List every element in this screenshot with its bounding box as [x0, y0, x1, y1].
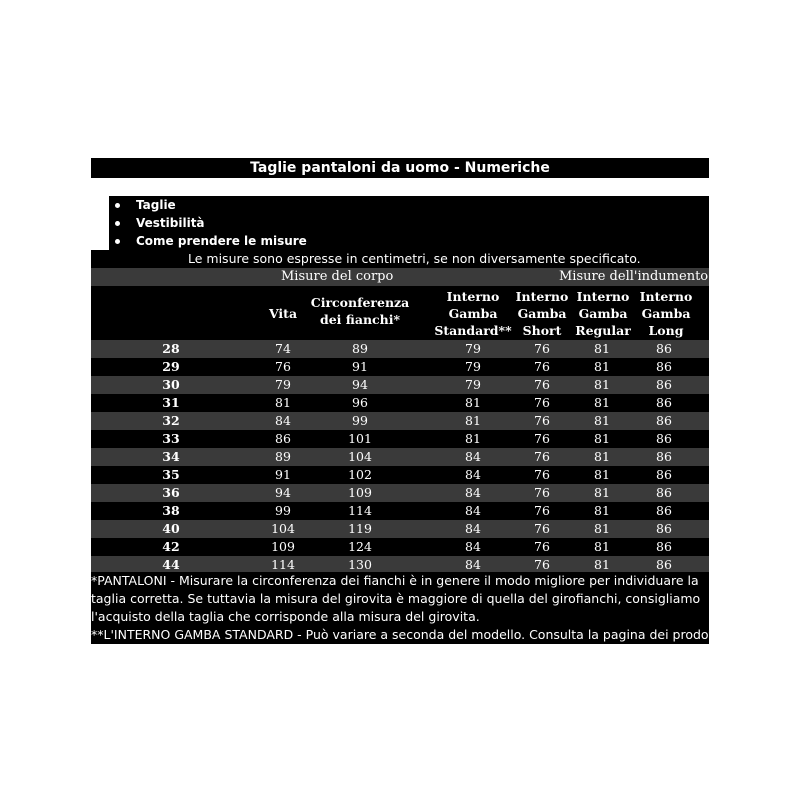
cell-interno-regular: 81	[594, 341, 610, 356]
cell-interno-standard: 81	[465, 395, 481, 410]
cell-fianchi: 101	[348, 431, 372, 446]
header-label-line: Gamba	[578, 305, 628, 321]
cell-interno-short: 76	[534, 377, 550, 392]
cell-interno-standard: 84	[465, 467, 481, 482]
header-label-line: Gamba	[641, 305, 691, 321]
cell-interno-short: 76	[534, 341, 550, 356]
cell-interno-regular: 81	[594, 539, 610, 554]
cell-interno-long: 86	[656, 359, 672, 374]
footnotes	[91, 572, 726, 644]
cell-interno-short: 76	[534, 557, 550, 572]
cell-vita: 104	[271, 521, 295, 536]
cell-fianchi: 96	[352, 395, 368, 410]
cell-fianchi: 89	[352, 341, 368, 356]
link-label[interactable]: Come prendere le misure	[136, 234, 307, 248]
cell-interno-standard: 84	[465, 503, 481, 518]
bullet-icon	[115, 239, 120, 244]
cell-interno-standard: 84	[465, 539, 481, 554]
size-guide-links	[109, 196, 709, 250]
cell-interno-long: 86	[656, 395, 672, 410]
header-label-line: Short	[522, 322, 562, 338]
cell-interno-short: 76	[534, 539, 550, 554]
cell-interno-long: 86	[656, 539, 672, 554]
cell-interno-regular: 81	[594, 377, 610, 392]
cell-fianchi: 114	[348, 503, 372, 518]
cell-interno-short: 76	[534, 395, 550, 410]
cell-taglia: 32	[162, 413, 180, 428]
cell-fianchi: 130	[348, 557, 372, 572]
cell-vita: 84	[275, 413, 291, 428]
cell-interno-standard: 84	[465, 449, 481, 464]
cell-vita: 114	[271, 557, 295, 572]
cell-fianchi: 91	[352, 359, 368, 374]
cell-vita: 99	[275, 503, 291, 518]
table-row	[91, 340, 709, 358]
page-title: Taglie pantaloni da uomo - Numeriche	[91, 158, 709, 178]
footnote-line: **L'INTERNO GAMBA STANDARD - Può variare a seconda del modello. Consulta la pagina dei prodotti.	[91, 627, 726, 642]
footnote-line: l'acquisto della taglia che corrisponde alla misura del girovita.	[91, 609, 480, 624]
footnote-line: taglia corretta. Se tuttavia la misura del girovita è maggiore di quella del girofianchi, consigliamo	[91, 591, 701, 606]
cell-taglia: 29	[162, 359, 180, 374]
cell-fianchi: 102	[348, 467, 372, 482]
table-row	[91, 466, 709, 484]
header-label-line: Circonferenza	[310, 295, 410, 310]
header-label-line: Interno	[446, 288, 500, 304]
link-come-prendere-misure[interactable]	[109, 232, 709, 250]
table-row	[91, 484, 709, 502]
table-row	[91, 412, 709, 430]
cell-interno-standard: 81	[465, 431, 481, 446]
cell-vita: 76	[275, 359, 291, 374]
cell-vita: 91	[275, 467, 291, 482]
cell-taglia: 38	[162, 503, 180, 518]
cell-interno-standard: 79	[465, 377, 481, 392]
column-header-row	[91, 286, 709, 340]
header-label-line: Interno	[639, 288, 693, 304]
table-row	[91, 520, 709, 538]
table-row	[91, 376, 709, 394]
column-group-header	[91, 268, 709, 286]
link-label[interactable]: Vestibilità	[136, 216, 205, 230]
table-row	[91, 502, 709, 520]
cell-interno-regular: 81	[594, 359, 610, 374]
bullet-icon	[115, 221, 120, 226]
cell-taglia: 42	[162, 539, 180, 554]
group-body-measures: Misure del corpo	[281, 269, 394, 284]
table-row	[91, 430, 709, 448]
cell-interno-standard: 81	[465, 413, 481, 428]
header-label-line: Gamba	[448, 305, 498, 321]
header-label-line: dei fianchi*	[319, 312, 401, 327]
cell-taglia: 33	[162, 431, 180, 446]
cell-interno-long: 86	[656, 449, 672, 464]
cell-interno-long: 86	[656, 413, 672, 428]
cell-fianchi: 94	[352, 377, 368, 392]
cell-interno-regular: 81	[594, 557, 610, 572]
cell-interno-standard: 84	[465, 521, 481, 536]
cell-fianchi: 99	[352, 413, 368, 428]
header-label-line: Interno	[515, 288, 569, 304]
link-vestibilita[interactable]	[109, 214, 709, 232]
header-interno-short	[512, 286, 572, 340]
cell-taglia: 31	[162, 395, 180, 410]
header-vita-label: Vita	[268, 305, 298, 321]
header-interno-standard	[426, 286, 520, 340]
cell-taglia: 30	[162, 377, 180, 392]
cell-interno-regular: 81	[594, 503, 610, 518]
cell-interno-long: 86	[656, 341, 672, 356]
cell-fianchi: 104	[348, 449, 372, 464]
cell-interno-regular: 81	[594, 521, 610, 536]
cell-taglia: 36	[162, 485, 180, 500]
cell-interno-standard: 84	[465, 485, 481, 500]
cell-interno-long: 86	[656, 377, 672, 392]
table-row	[91, 448, 709, 466]
cell-interno-regular: 81	[594, 431, 610, 446]
cell-vita: 94	[275, 485, 291, 500]
cell-interno-regular: 81	[594, 449, 610, 464]
group-garment-measures: Misure dell'indumento	[559, 269, 709, 284]
header-label-line: Standard**	[434, 322, 512, 338]
cell-vita: 86	[275, 431, 291, 446]
link-label[interactable]: Taglie	[136, 198, 176, 212]
cell-interno-long: 86	[656, 485, 672, 500]
units-note: Le misure sono espresse in centimetri, se non diversamente specificato.	[91, 250, 709, 268]
cell-interno-short: 76	[534, 485, 550, 500]
cell-interno-regular: 81	[594, 413, 610, 428]
cell-taglia: 34	[162, 449, 180, 464]
header-interno-regular	[573, 286, 633, 340]
header-vita	[256, 286, 310, 340]
cell-interno-long: 86	[656, 467, 672, 482]
cell-taglia: 35	[162, 467, 180, 482]
cell-vita: 81	[275, 395, 291, 410]
cell-interno-standard: 79	[465, 359, 481, 374]
cell-interno-short: 76	[534, 431, 550, 446]
cell-interno-short: 76	[534, 413, 550, 428]
cell-interno-short: 76	[534, 503, 550, 518]
footnote-line: *PANTALONI - Misurare la circonferenza dei fianchi è in genere il modo migliore per individuare la	[91, 573, 699, 588]
cell-interno-short: 76	[534, 359, 550, 374]
cell-interno-regular: 81	[594, 485, 610, 500]
cell-taglia: 44	[162, 557, 180, 572]
cell-interno-standard: 84	[465, 557, 481, 572]
cell-interno-long: 86	[656, 431, 672, 446]
header-fianchi	[310, 290, 410, 332]
cell-taglia: 40	[162, 521, 180, 536]
cell-vita: 79	[275, 377, 291, 392]
bullet-icon	[115, 203, 120, 208]
cell-interno-short: 76	[534, 467, 550, 482]
cell-fianchi: 124	[348, 539, 372, 554]
cell-interno-standard: 79	[465, 341, 481, 356]
cell-vita: 109	[271, 539, 295, 554]
cell-vita: 89	[275, 449, 291, 464]
link-taglie[interactable]	[109, 196, 709, 214]
cell-fianchi: 109	[348, 485, 372, 500]
cell-taglia: 28	[162, 341, 180, 356]
table-row	[91, 538, 709, 556]
cell-interno-regular: 81	[594, 467, 610, 482]
cell-vita: 74	[275, 341, 291, 356]
cell-interno-long: 86	[656, 521, 672, 536]
header-label-line: Gamba	[517, 305, 567, 321]
table-row	[91, 394, 709, 412]
cell-interno-long: 86	[656, 557, 672, 572]
size-table	[91, 340, 709, 574]
header-label-line: Long	[648, 322, 684, 338]
cell-interno-long: 86	[656, 503, 672, 518]
header-label-line: Regular	[575, 322, 631, 338]
header-interno-long	[636, 286, 696, 340]
table-row	[91, 358, 709, 376]
cell-fianchi: 119	[348, 521, 372, 536]
cell-interno-short: 76	[534, 521, 550, 536]
cell-interno-regular: 81	[594, 395, 610, 410]
header-label-line: Interno	[576, 288, 630, 304]
cell-interno-short: 76	[534, 449, 550, 464]
